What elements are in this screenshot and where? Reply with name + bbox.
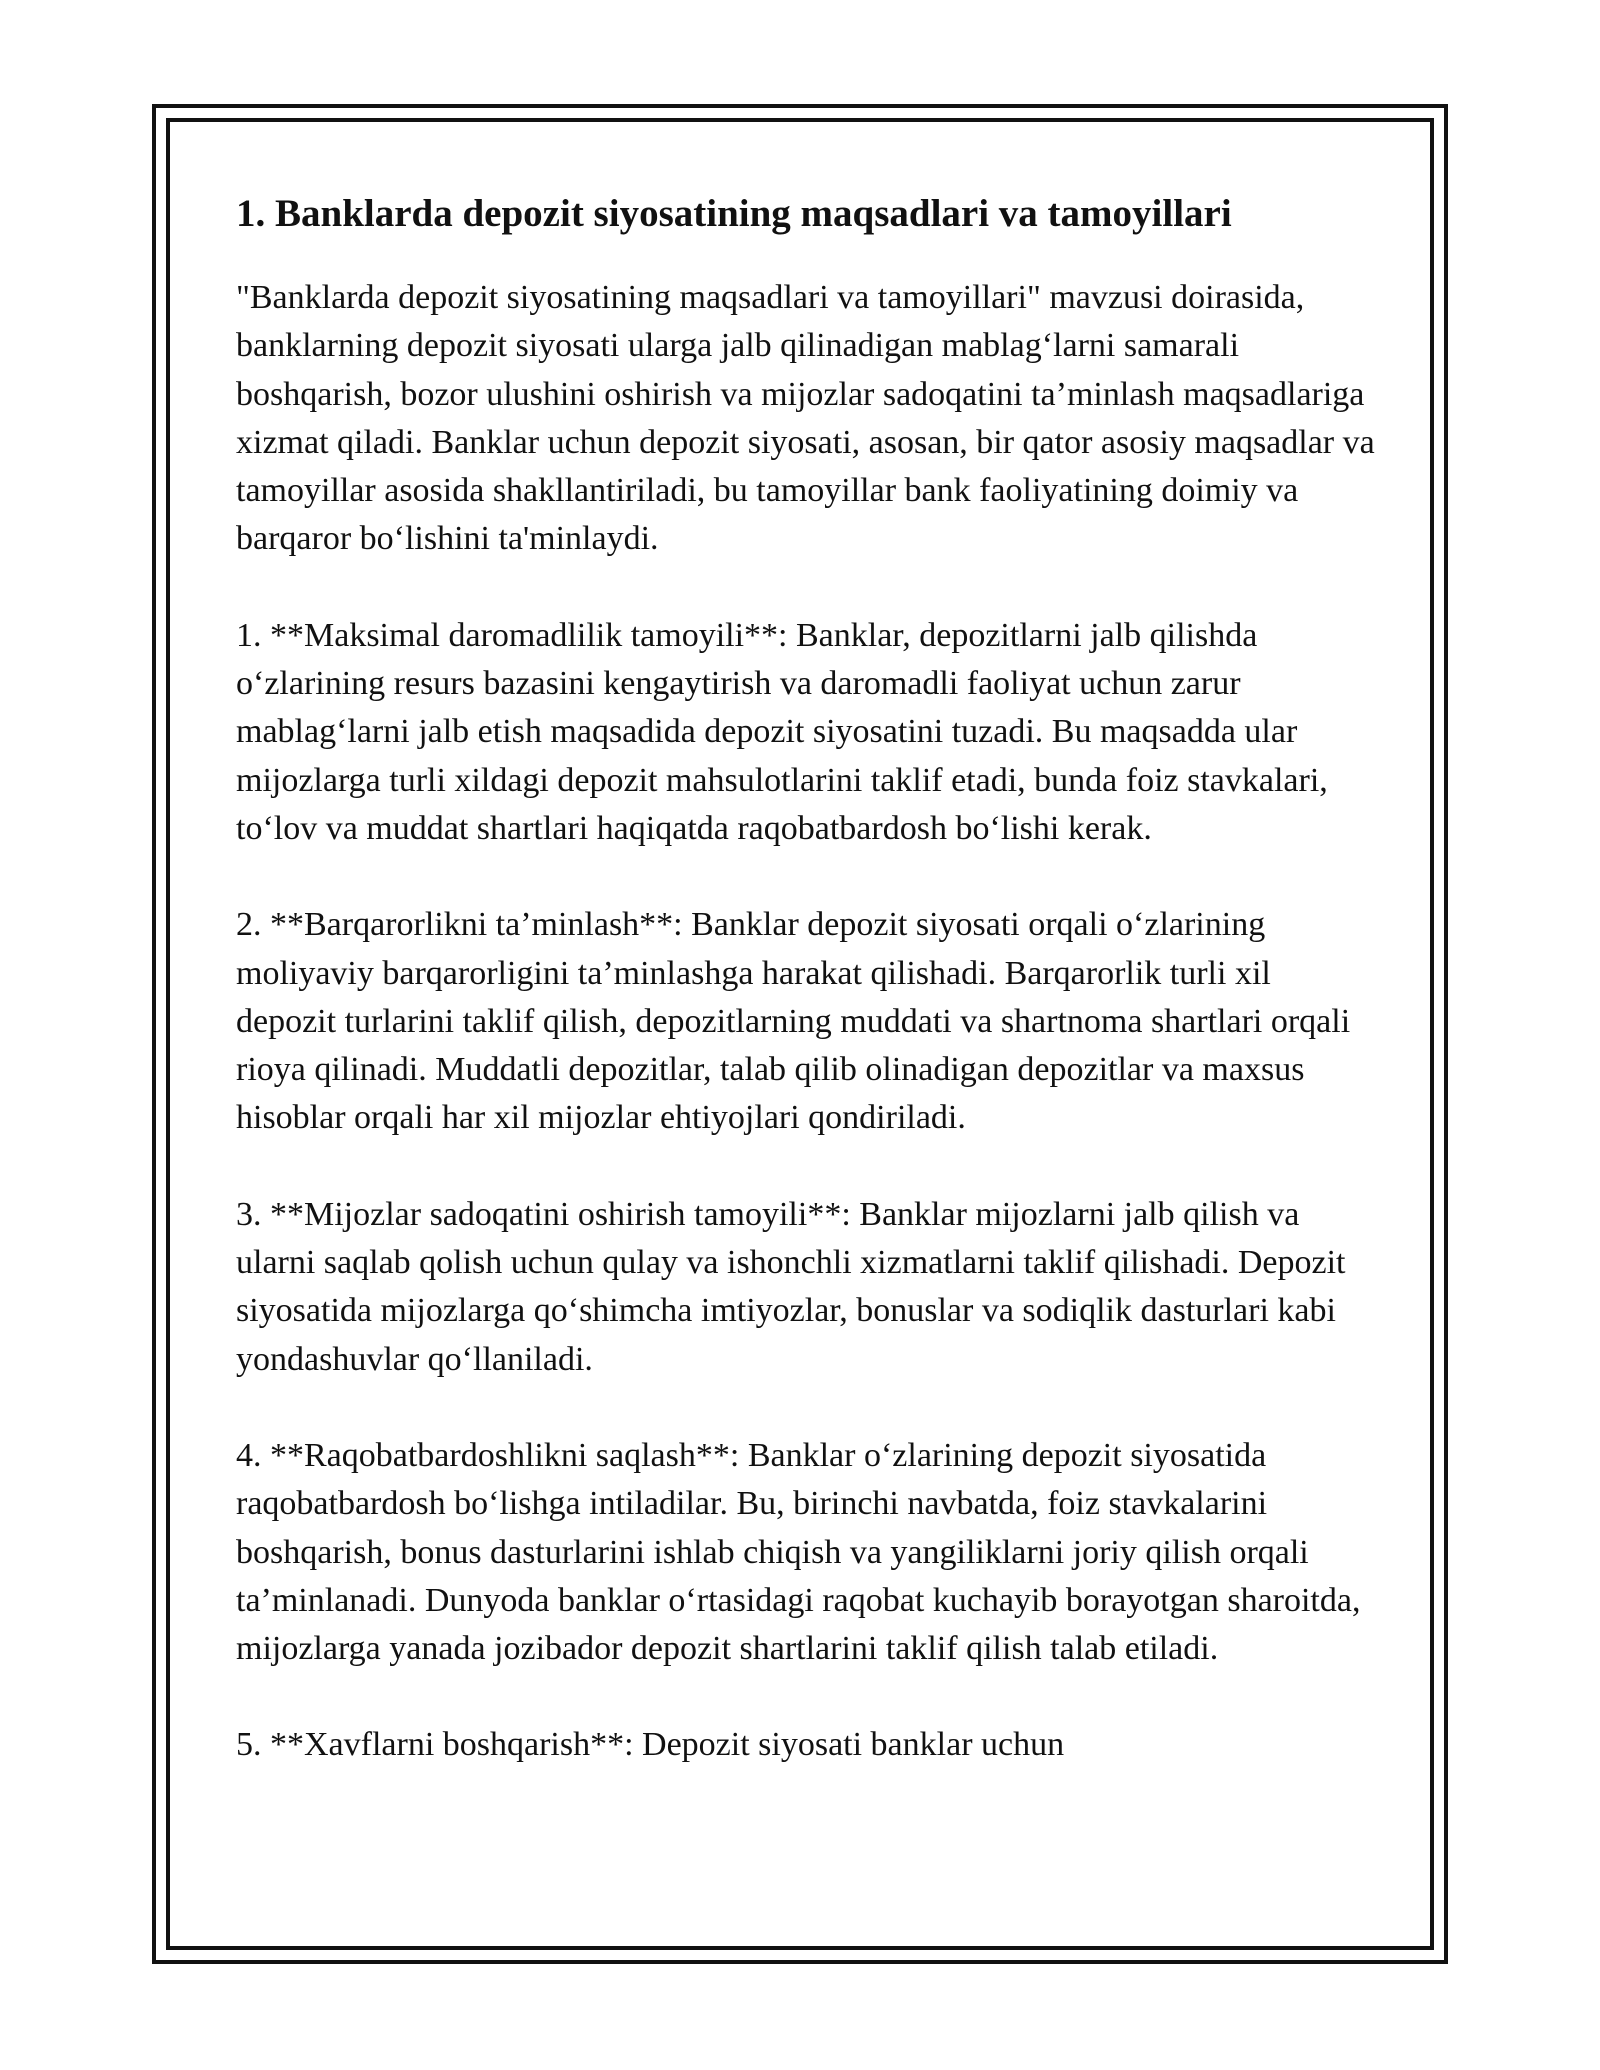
principle-1-paragraph: 1. **Maksimal daromadlilik tamoyili**: Banklar, depozitlarni jalb qilishda o‘zlarining resurs bazasini kengaytirish va daromadli faoliyat uchun zarur mablag‘larni jalb etish maqsadida depozit siyosatini tuzadi. Bu maqsadda ular mijozlarga turli xildagi depozit mahsulotlarini taklif etadi, bunda foiz stavkalari, to‘lov va muddat shartlari haqiqatda raqobatbardosh bo‘lishi kerak. [236, 616, 1328, 847]
principle-4-paragraph: 4. **Raqobatbardoshlikni saqlash**: Banklar o‘zlarining depozit siyosatida raqobatbardosh bo‘lishga intiladilar. Bu, birinchi navbatda, foiz stavkalarini boshqarish, bonus dasturlarini ishlab chiqish va yangiliklarni joriy qilish orqali ta’minlanadi. Dunyoda banklar o‘rtasidagi raqobat kuchayib borayotgan sharoitda, mijozlarga yanada jozibador depozit shartlarini taklif qilish talab etiladi. [236, 1436, 1361, 1668]
intro-paragraph: "Banklarda depozit siyosatining maqsadlari va tamoyillari" mavzusi doirasida, banklarning depozit siyosati ularga jalb qilinadigan mablag‘larni samarali boshqarish, bozor ulushini oshirish va mijozlar sadoqatini ta’minlash maqsadlariga xizmat qiladi. Banklar uchun depozit siyosati, asosan, bir qator asosiy maqsadlar va tamoyillar asosida shakllantiriladi, bu tamoyillar bank faoliyatining doimiy va barqaror bo‘lishini ta'minlaydi. [236, 279, 1375, 558]
document-body [236, 186, 1376, 1818]
section-title: 1. Banklarda depozit siyosatining maqsadlari va tamoyillari [236, 192, 1232, 235]
principle-2-paragraph: 2. **Barqarorlikni ta’minlash**: Banklar depozit siyosati orqali o‘zlarining moliyaviy barqarorligini ta’minlashga harakat qilishadi. Barqarorlik turli xil depozit turlarini taklif qilish, depozitlarning muddati va shartnoma shartlari orqali rioya qilinadi. Muddatli depozitlar, talab qilib olinadigan depozitlar va maxsus hisoblar orqali har xil mijozlar ehtiyojlari qondiriladi. [236, 906, 1351, 1137]
principle-5-paragraph: 5. **Xavflarni boshqarish**: Depozit siyosati banklar uchun [236, 1726, 1065, 1764]
principle-3-paragraph: 3. **Mijozlar sadoqatini oshirish tamoyili**: Banklar mijozlarni jalb qilish va ularni saqlab qolish uchun qulay va ishonchli xizmatlarni taklif qilishadi. Depozit siyosatida mijozlarga qo‘shimcha imtiyozlar, bonuslar va sodiqlik dasturlari kabi yondashuvlar qo‘llaniladi. [236, 1195, 1346, 1378]
